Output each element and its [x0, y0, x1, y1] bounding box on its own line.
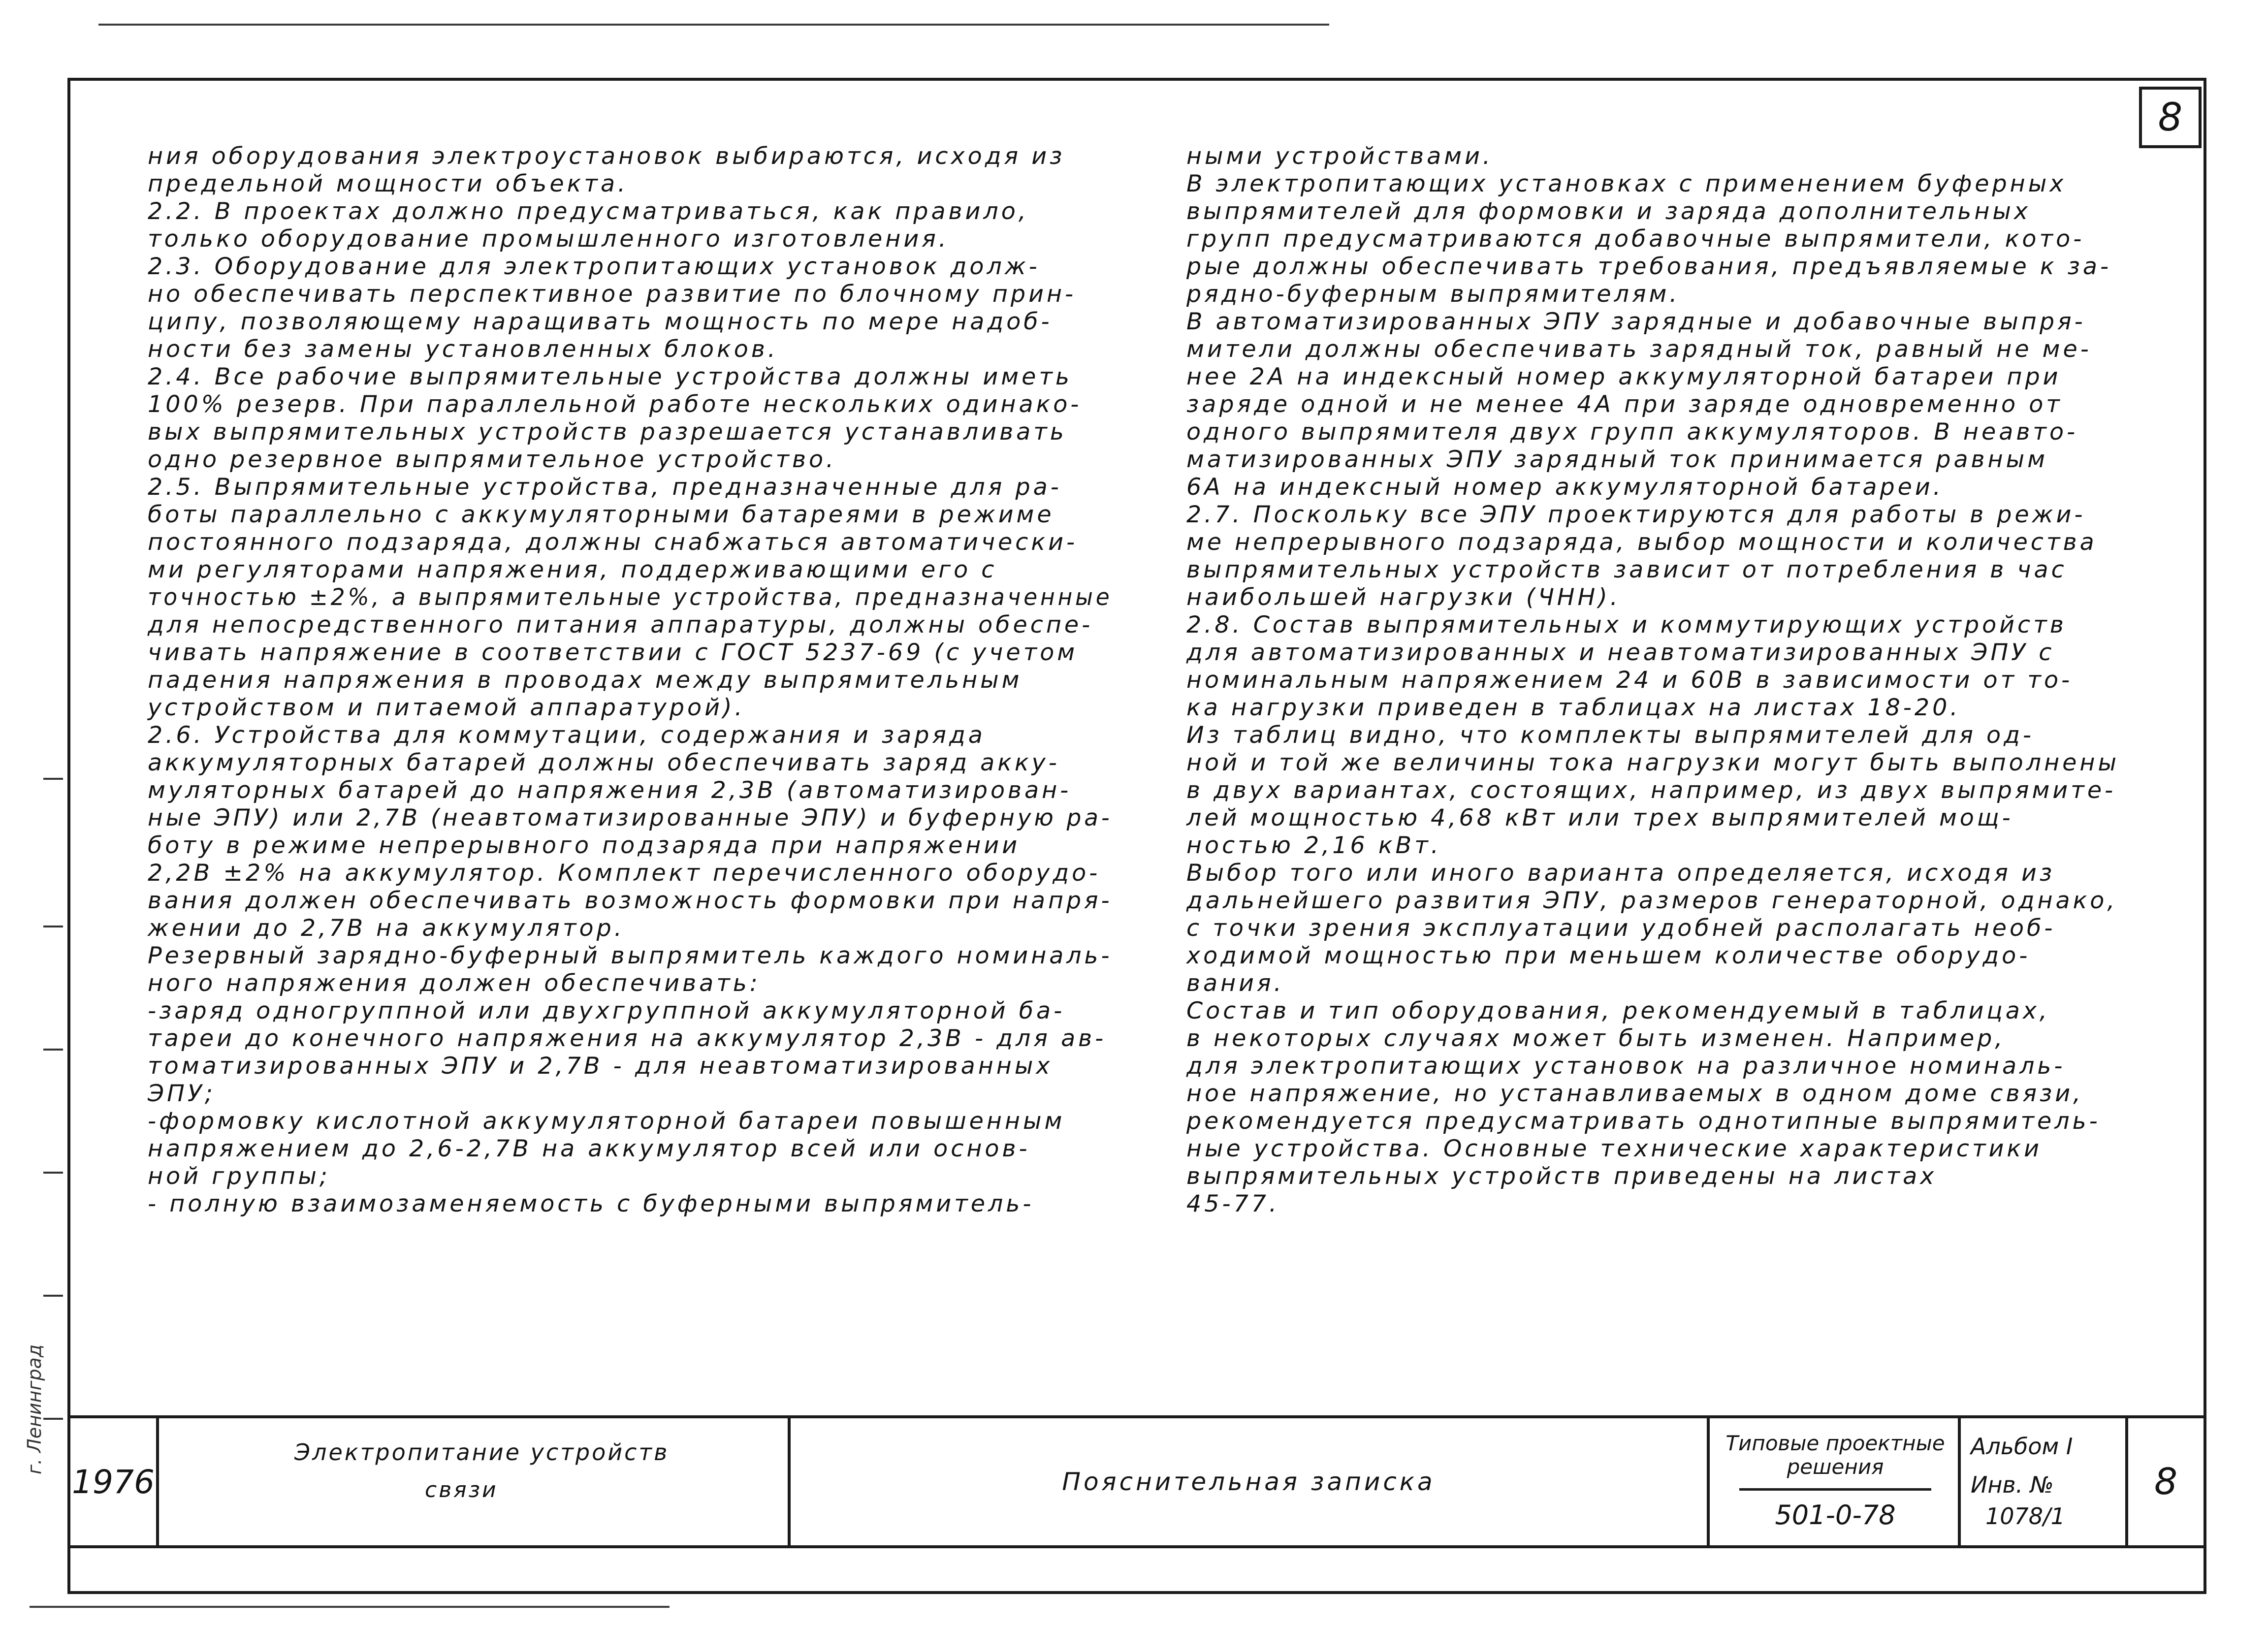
text-line: - полную взаимозаменяемость с буферными выпрямитель-: [148, 1190, 1034, 1217]
title-block: [70, 1415, 2204, 1548]
text-line: наибольшей нагрузки (ЧНН).: [1186, 584, 1621, 611]
album-label: Альбом I: [1971, 1433, 2073, 1460]
text-line: вания должен обеспечивать возможность формовки при напря-: [148, 887, 1113, 914]
text-line: ходимой мощностью при меньшем количестве оборудо-: [1186, 942, 2031, 969]
text-line: ЭПУ;: [148, 1080, 216, 1107]
side-approval-strip: [20, 433, 59, 1477]
text-line: рядно-буферным выпрямителям.: [1186, 281, 1680, 308]
text-line: напряжением до 2,6-2,7В на аккумулятор всей или основ-: [148, 1135, 1030, 1162]
text-line: Из таблиц видно, что комплекты выпрямителей для од-: [1186, 722, 2035, 749]
standard-underline: [1739, 1488, 1931, 1491]
text-line: Выбор того или иного варианта определяется, исходя из: [1186, 860, 2055, 887]
text-line: аккумуляторных батарей должны обеспечивать заряд акку-: [148, 749, 1060, 776]
text-line: томатизированных ЭПУ и 2,7В - для неавтоматизированных: [148, 1053, 1053, 1080]
text-line: дальнейшего развития ЭПУ, размеров генераторной, однако,: [1186, 887, 2118, 914]
text-line: ка нагрузки приведен в таблицах на листах 18-20.: [1186, 694, 1961, 721]
side-separator: [43, 1049, 63, 1051]
text-line: рые должны обеспечивать требования, предъявляемые к за-: [1186, 253, 2112, 280]
text-line: В электропитающих установках с применением буферных: [1186, 170, 2067, 197]
text-line: с точки зрения эксплуатации удобней располагать необ-: [1186, 915, 2056, 942]
text-line: ципу, позволяющему наращивать мощность по мере надоб-: [148, 308, 1053, 335]
right-text-column: [1186, 143, 2146, 1218]
year-text: 1976: [72, 1463, 155, 1501]
text-line: постоянного подзаряда, должны снабжаться автоматически-: [148, 529, 1078, 556]
text-line: для автоматизированных и неавтоматизированных ЭПУ с: [1186, 639, 2055, 666]
side-separator: [43, 1295, 63, 1297]
sheet-number-box: [2139, 87, 2202, 148]
title-block-system: [159, 1418, 791, 1545]
title-block-year: [70, 1418, 159, 1545]
text-line: 2.8. Состав выпрямительных и коммутирующих устройств: [1186, 611, 2067, 638]
text-line: 2.2. В проектах должно предусматриваться, как правило,: [148, 198, 1029, 225]
text-line: Резервный зарядно-буферный выпрямитель каждого номиналь-: [148, 942, 1113, 969]
text-line: боты параллельно с аккумуляторными батареями в режиме: [148, 501, 1054, 528]
system-line-1: Электропитание устройств: [294, 1439, 670, 1466]
text-line: 45-77.: [1186, 1190, 1280, 1217]
text-line: точностью ±2%, а выпрямительные устройства, предназначенные: [148, 584, 1113, 611]
text-line: падения напряжения в проводах между выпрямительным: [148, 667, 1022, 694]
text-line: ное напряжение, но устанавливаемых в одном доме связи,: [1186, 1080, 2084, 1107]
title-block-sheet-number: 8: [2154, 1461, 2178, 1503]
city-label: г. Ленинград: [24, 1344, 45, 1474]
text-line: вания.: [1186, 970, 1284, 997]
side-separator: [43, 1172, 63, 1174]
system-line-2: связи: [425, 1477, 498, 1502]
sheet-number: 8: [2158, 95, 2183, 140]
scan-edge-bottom: [30, 1606, 670, 1608]
text-line: выпрямительных устройств приведены на листах: [1186, 1163, 1937, 1190]
title-block-album: [1961, 1418, 2128, 1545]
side-separator: [43, 1418, 63, 1420]
text-line: лей мощностью 4,68 кВт или трех выпрямителей мощ-: [1186, 804, 2013, 831]
inventory-label: Инв. №: [1971, 1471, 2054, 1498]
standard-number: 501-0-78: [1775, 1500, 1896, 1531]
text-line: боту в режиме непрерывного подзаряда при напряжении: [148, 832, 1021, 859]
text-line: одного выпрямителя двух групп аккумуляторов. В неавто-: [1186, 418, 2078, 446]
text-line: В автоматизированных ЭПУ зарядные и добавочные выпря-: [1186, 308, 2086, 335]
text-line: -формовку кислотной аккумуляторной батареи повышенным: [148, 1108, 1065, 1135]
text-line: ме непрерывного подзаряда, выбор мощности и количества: [1186, 529, 2097, 556]
text-line: одно резервное выпрямительное устройство.: [148, 446, 837, 473]
text-line: нее 2А на индексный номер аккумуляторной батареи при: [1186, 363, 2061, 390]
document-title: Пояснительная записка: [1062, 1468, 1436, 1496]
text-line: ного напряжения должен обеспечивать:: [148, 970, 761, 997]
text-line: ной и той же величины тока нагрузки могут быть выполнены: [1186, 749, 2119, 776]
left-text-column: [148, 143, 1113, 1218]
title-block-standard: [1710, 1418, 1961, 1545]
text-line: в некоторых случаях может быть изменен. Например,: [1186, 1025, 2006, 1052]
text-line: предельной мощности объекта.: [148, 170, 629, 197]
text-line: 6А на индексный номер аккумуляторной батареи.: [1186, 474, 1944, 501]
standard-line-2: решения: [1787, 1455, 1884, 1479]
standard-line-1: Типовые проектные: [1725, 1431, 1945, 1455]
text-line: в двух вариантах, состоящих, например, из двух выпрямите-: [1186, 777, 2116, 804]
text-line: Состав и тип оборудования, рекомендуемый в таблицах,: [1186, 997, 2050, 1024]
title-block-document: [791, 1418, 1710, 1545]
text-line: ми регуляторами напряжения, поддерживающими его с: [148, 556, 997, 583]
text-line: 2.7. Поскольку все ЭПУ проектируются для работы в режи-: [1186, 501, 2086, 528]
text-line: вых выпрямительных устройств разрешается устанавливать: [148, 418, 1067, 446]
inventory-number: 1078/1: [1985, 1503, 2065, 1530]
text-line: для непосредственного питания аппаратуры, должны обеспе-: [148, 611, 1093, 638]
text-line: ностью 2,16 кВт.: [1186, 832, 1441, 859]
text-line: рекомендуется предусматривать однотипные выпрямитель-: [1186, 1108, 2101, 1135]
side-separator: [43, 778, 63, 780]
text-line: жении до 2,7В на аккумулятор.: [148, 915, 625, 942]
text-line: 2.3. Оборудование для электропитающих установок долж-: [148, 253, 1040, 280]
text-line: только оборудование промышленного изготовления.: [148, 225, 949, 253]
text-line: 2.6. Устройства для коммутации, содержания и заряда: [148, 722, 986, 749]
text-line: для электропитающих установок на различное номиналь-: [1186, 1053, 2066, 1080]
text-line: но обеспечивать перспективное развитие по блочному прин-: [148, 281, 1077, 308]
text-line: ными устройствами.: [1186, 143, 1494, 170]
text-line: 100% резерв. При параллельной работе нескольких одинако-: [148, 391, 1082, 418]
text-line: муляторных батарей до напряжения 2,3В (автоматизирован-: [148, 777, 1072, 804]
text-line: 2.5. Выпрямительные устройства, предназначенные для ра-: [148, 474, 1062, 501]
text-line: выпрямителей для формовки и заряда дополнительных: [1186, 198, 2031, 225]
text-line: -заряд одногруппной или двухгруппной аккумуляторной ба-: [148, 997, 1065, 1024]
text-line: ные устройства. Основные технические характеристики: [1186, 1135, 2042, 1162]
text-line: чивать напряжение в соответствии с ГОСТ 5237-69 (с учетом: [148, 639, 1078, 666]
text-line: 2,2В ±2% на аккумулятор. Комплект перечисленного оборудо-: [148, 860, 1101, 887]
text-line: ния оборудования электроустановок выбираются, исходя из: [148, 143, 1065, 170]
text-line: мители должны обеспечивать зарядный ток, равный не ме-: [1186, 336, 2092, 363]
title-block-sheet: [2128, 1418, 2204, 1545]
scan-edge-top: [98, 24, 1329, 26]
text-line: групп предусматриваются добавочные выпрямители, кото-: [1186, 225, 2085, 253]
text-line: ные ЭПУ) или 2,7В (неавтоматизированные ЭПУ) и буферную ра-: [148, 804, 1113, 831]
text-line: заряде одной и не менее 4А при заряде одновременно от: [1186, 391, 2063, 418]
text-line: тареи до конечного напряжения на аккумулятор 2,3В - для ав-: [148, 1025, 1107, 1052]
text-line: номинальным напряжением 24 и 60В в зависимости от то-: [1186, 667, 2073, 694]
text-line: 2.4. Все рабочие выпрямительные устройства должны иметь: [148, 363, 1073, 390]
text-line: матизированных ЭПУ зарядный ток принимается равным: [1186, 446, 2048, 473]
side-separator: [43, 926, 63, 927]
text-line: ности без замены установленных блоков.: [148, 336, 778, 363]
text-line: выпрямительных устройств зависит от потребления в час: [1186, 556, 2067, 583]
text-line: устройством и питаемой аппаратурой).: [148, 694, 745, 721]
text-line: ной группы;: [148, 1163, 330, 1190]
